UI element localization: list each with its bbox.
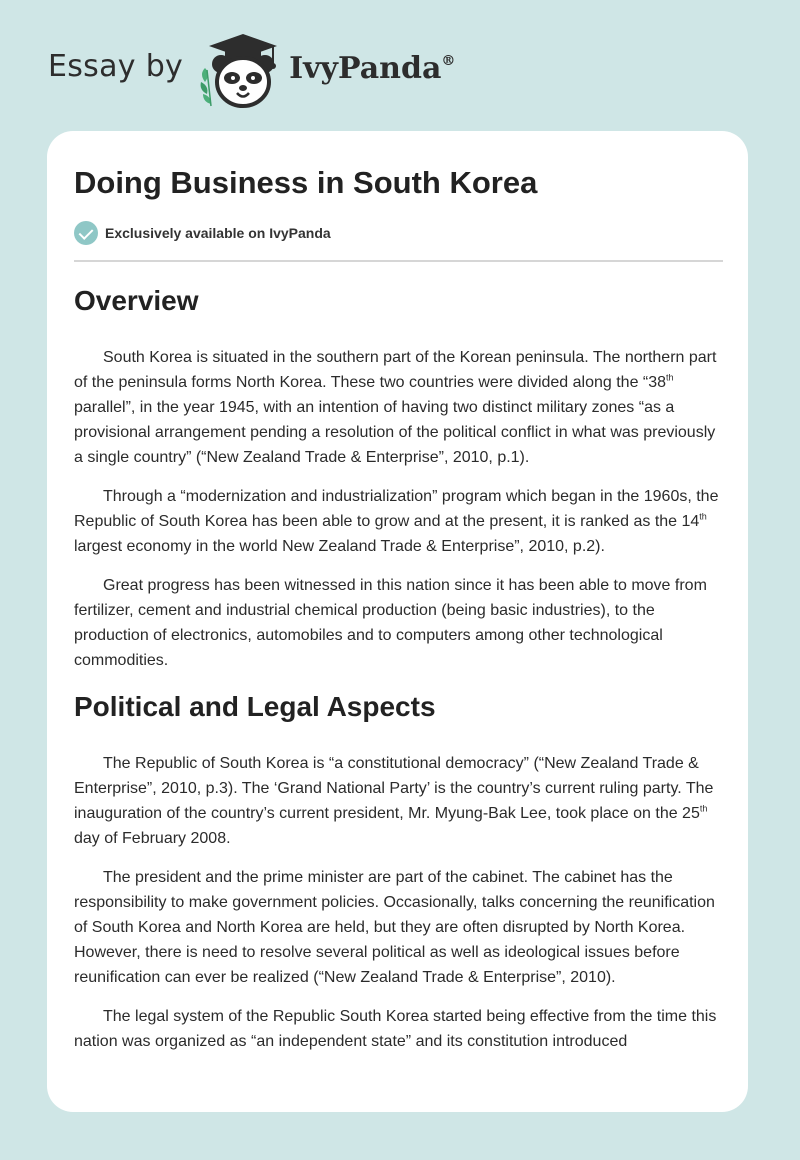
brand-name: IvyPanda® [289, 50, 456, 86]
paragraph: The president and the prime minister are part of the cabinet. The cabinet has the responsibility to make government policies. Occasionally, talks concerning the reunification of South Korea and North Korea are held, but they are often disrupted by North Korea. However, there is need to resolve several political as well as ideological issues before reunification can ever be realized (“New Zealand Trade & Enterprise”, 2010). [74, 869, 715, 986]
check-circle-icon [74, 221, 98, 245]
article-card [47, 131, 748, 1112]
article-body [74, 281, 724, 1068]
divider [74, 260, 723, 262]
page-title: Doing Business in South Korea [74, 165, 538, 200]
section-heading-overview: Overview [74, 285, 199, 316]
paragraph: Great progress has been witnessed in this nation since it has been able to move from fertilizer, cement and industrial chemical production (being basic industries), to the production of electronics, automobiles and to computers among other technological commodities. [74, 577, 707, 669]
paragraph: South Korea is situated in the southern part of the Korean peninsula. The northern part of the peninsula forms North Korea. These two countries were divided along the “38th parallel”, in the year 1945, with an intention of having two distinct military zones “as a provisional arrangement pending a resolution of the political conflict in what was previously a single country” (“New Zealand Trade & Enterprise”, 2010, p.1). [74, 349, 717, 466]
site-header [48, 30, 508, 110]
paragraph: The Republic of South Korea is “a constitutional democracy” (“New Zealand Trade & Enterprise”, 2010, p.3). The ‘Grand National Party’ is the country’s current ruling party. The inauguration of the country’s current president, Mr. Myung-Bak Lee, took place on the 25th day of February 2008. [74, 755, 714, 847]
section-heading-political-legal: Political and Legal Aspects [74, 691, 436, 722]
ivypanda-logo-icon [197, 30, 285, 110]
paragraph: The legal system of the Republic South Korea started being effective from the time this nation was organized as “an independent state” and its constitution introduced [74, 1008, 717, 1050]
exclusive-badge [74, 221, 331, 245]
paragraph: Through a “modernization and industrialization” program which began in the 1960s, the Republic of South Korea has been able to grow and at the present, it is ranked as the 14th largest economy in the world New Zealand Trade & Enterprise”, 2010, p.2). [74, 488, 719, 555]
exclusive-badge-label: Exclusively available on IvyPanda [105, 225, 331, 241]
essay-by-label: Essay by [48, 48, 184, 84]
